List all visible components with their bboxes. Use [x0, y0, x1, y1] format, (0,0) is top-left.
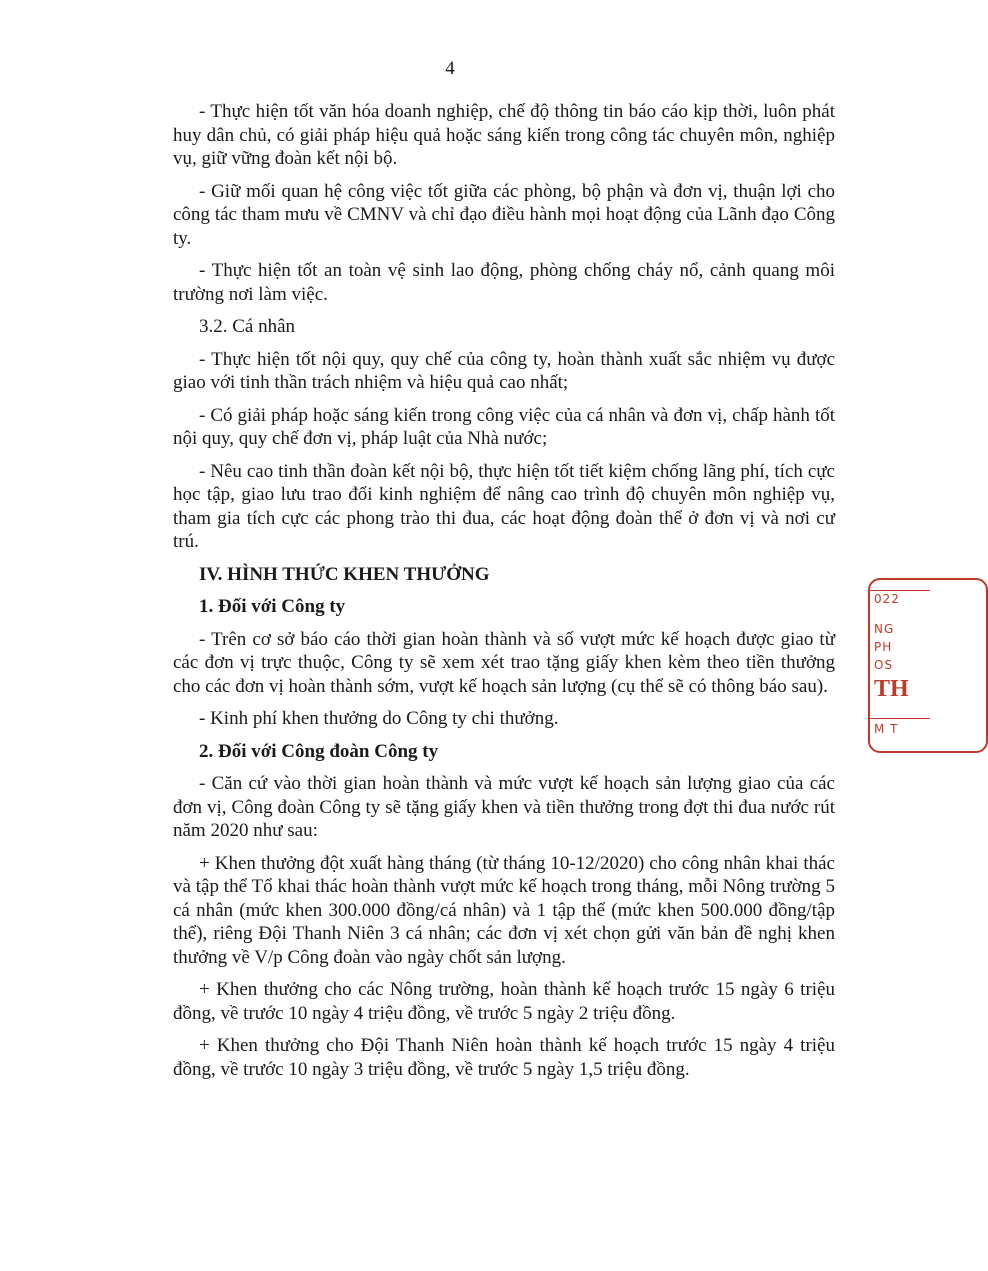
stamp-fragment	[868, 578, 908, 753]
paragraph: - Thực hiện tốt văn hóa doanh nghiệp, chế độ thông tin báo cáo kịp thời, luôn phát huy dân chủ, có giải pháp hiệu quả hoặc sáng kiến trong công tác chuyên môn, nghiệp vụ, giữ vững đoàn kết nội bộ.	[173, 101, 835, 169]
stamp-rule-bottom	[870, 718, 930, 719]
paragraph: + Khen thưởng đột xuất hàng tháng (từ tháng 10-12/2020) cho công nhân khai thác và tập thể Tổ khai thác hoàn thành vượt mức kế hoạch trong tháng, mỗi Nông trường 5 cá nhân (mức khen 300.000 đồng/cá nhân) và 1 tập thể (mức khen 500.000 đồng/tập thể), riêng Đội Thanh Niên 3 cá nhân; các đơn vị xét chọn gửi văn bản đề nghị khen thưởng về V/p Công đoàn vào ngày chốt sản lượng.	[173, 852, 835, 968]
paragraph: + Khen thưởng cho Đội Thanh Niên hoàn thành kế hoạch trước 15 ngày 4 triệu đồng, về trước 10 ngày 3 triệu đồng, về trước 5 ngày 1,5 triệu đồng.	[173, 1035, 835, 1080]
stamp-text: 022	[874, 592, 900, 606]
stamp-rule-top	[870, 590, 930, 591]
subsection-heading: 2. Đối với Công đoàn Công ty	[199, 740, 439, 762]
paragraph: - Có giải pháp hoặc sáng kiến trong công việc của cá nhân và đơn vị, chấp hành tốt nội quy, quy chế đơn vị, pháp luật của Nhà nước;	[173, 404, 835, 449]
document-body	[173, 100, 835, 1090]
stamp-text: M T	[874, 722, 899, 736]
paragraph: - Thực hiện tốt nội quy, quy chế của công ty, hoàn thành xuất sắc nhiệm vụ được giao với tinh thần trách nhiệm và hiệu quả cao nhất;	[173, 348, 835, 393]
stamp-text: NG	[874, 622, 895, 636]
stamp-text: PH	[874, 640, 893, 654]
paragraph: - Nêu cao tinh thần đoàn kết nội bộ, thực hiện tốt tiết kiệm chống lãng phí, tích cực học tập, giao lưu trao đổi kinh nghiệm để nâng cao trình độ chuyên môn nghiệp vụ, tham gia tích cực các phong trào thi đua, các hoạt động đoàn thể ở đơn vị và nơi cư trú.	[173, 460, 835, 552]
paragraph: + Khen thưởng cho các Nông trường, hoàn thành kế hoạch trước 15 ngày 6 triệu đồng, về trước 10 ngày 4 triệu đồng, về trước 5 ngày 2 triệu đồng.	[173, 979, 835, 1024]
paragraph: - Giữ mối quan hệ công việc tốt giữa các phòng, bộ phận và đơn vị, thuận lợi cho công tác tham mưu về CMNV và chỉ đạo điều hành mọi hoạt động của Lãnh đạo Công ty.	[173, 180, 835, 249]
paragraph: - Trên cơ sở báo cáo thời gian hoàn thành và số vượt mức kế hoạch được giao từ các đơn vị trực thuộc, Công ty sẽ xem xét trao tặng giấy khen kèm theo tiền thưởng cho các đơn vị hoàn thành sớm, vượt kế hoạch sản lượng (cụ thể sẽ có thông báo sau).	[173, 628, 835, 697]
subsection-title: 3.2. Cá nhân	[199, 316, 296, 337]
page-number: 4	[445, 58, 455, 79]
paragraph: - Căn cứ vào thời gian hoàn thành và mức vượt kế hoạch sản lượng giao của các đơn vị, Công đoàn Công ty sẽ tặng giấy khen và tiền thưởng trong đợt thi đua nước rút năm 2020 như sau:	[173, 773, 835, 841]
subsection-heading: 1. Đối với Công ty	[199, 596, 346, 617]
paragraph: - Thực hiện tốt an toàn vệ sinh lao động, phòng chống cháy nổ, cảnh quang môi trường nơi làm việc.	[173, 260, 835, 305]
stamp-text: OS	[874, 658, 894, 672]
stamp-text: TH	[874, 676, 909, 702]
paragraph: - Kinh phí khen thưởng do Công ty chi thưởng.	[199, 708, 559, 729]
section-heading: IV. HÌNH THỨC KHEN THƯỞNG	[199, 563, 490, 585]
